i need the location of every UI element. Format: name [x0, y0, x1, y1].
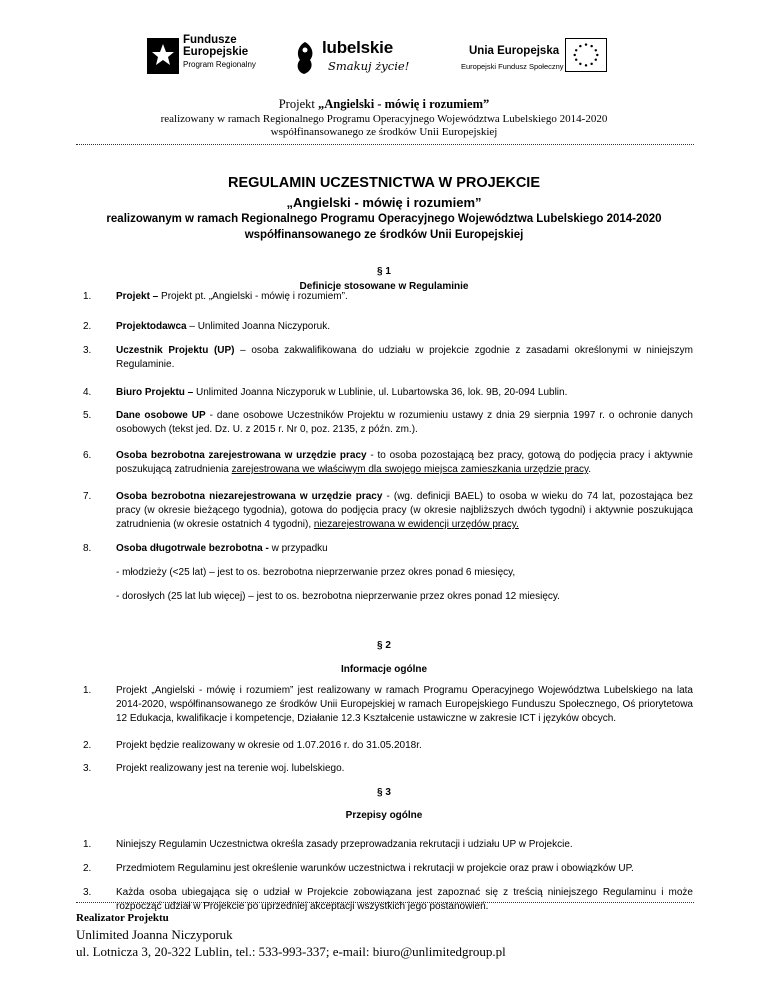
fe-line1: Fundusze	[183, 34, 237, 46]
footer-label: Realizator Projektu	[76, 912, 169, 924]
section-heading-2: Informacje ogólne	[340, 664, 428, 675]
section-heading-3: Przepisy ogólne	[345, 810, 423, 821]
fe-line3: Program Regionalny	[183, 60, 256, 69]
document-subtitle: „Angielski - mówię i rozumiem”	[286, 195, 482, 210]
fundusze-europejskie-logo	[147, 34, 267, 82]
footer-company: Unlimited Joanna Niczyporuk	[76, 927, 233, 942]
header-program-line: realizowany w ramach Regionalnego Programu Operacyjnego Województwa Lubelskiego 2014-2020	[160, 113, 608, 125]
definition-subitem: - młodzieży (<25 lat) – jest to os. bezrobotna nieprzerwanie przez okres ponad 6 miesięcy,	[116, 567, 516, 578]
section-heading-1: Definicje stosowane w Regulaminie	[299, 281, 469, 292]
document-title-line1: realizowanym w ramach Regionalnego Programu Operacyjnego Województwa Lubelskiego 2014-2020	[106, 213, 662, 225]
section-mark-3: § 3	[377, 787, 391, 798]
eu-flag-icon	[565, 38, 607, 72]
ue-name: Unia Europejska	[469, 45, 560, 57]
ue-fund: Europejski Fundusz Społeczny	[461, 62, 564, 71]
section-mark-1: § 1	[377, 266, 391, 277]
footer-divider	[76, 902, 694, 903]
header-project-line: Projekt „Angielski - mówię i rozumiem”	[278, 97, 490, 111]
header-funding-line: współfinansowanego ze środków Unii Europejskiej	[270, 126, 498, 138]
fe-star-icon	[147, 38, 179, 74]
lubelskie-tagline: Smakuj życie!	[328, 59, 410, 73]
document-title: REGULAMIN UCZESTNICTWA W PROJEKCIE	[227, 175, 541, 191]
header-divider	[76, 144, 694, 145]
fe-line2: Europejskie	[183, 46, 249, 58]
logo-bar	[0, 34, 768, 84]
definition-subitem: - dorosłych (25 lat lub więcej) – jest to os. bezrobotna nieprzerwanie przez okres ponad 12 miesięcy.	[116, 591, 560, 602]
lubelskie-figure-icon	[292, 40, 318, 76]
lubelskie-name: lubelskie	[322, 38, 393, 57]
document-title-line2: współfinansowanego ze środków Unii Europejskiej	[244, 229, 524, 241]
lubelskie-logo	[292, 38, 432, 80]
footer-address: ul. Lotnicza 3, 20-322 Lublin, tel.: 533-993-337; e-mail: biuro@unlimitedgroup.pl	[76, 944, 506, 959]
section-mark-2: § 2	[377, 640, 391, 651]
